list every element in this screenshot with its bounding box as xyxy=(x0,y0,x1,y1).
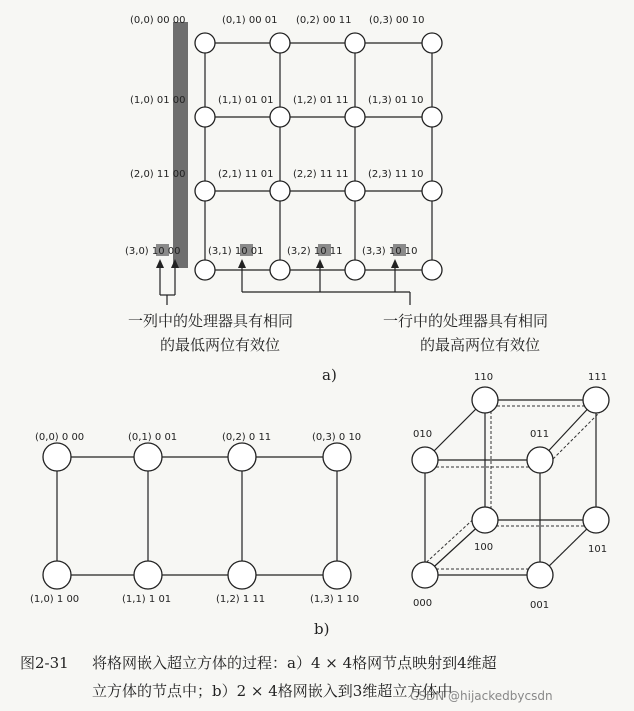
cube-node-011 xyxy=(527,447,553,473)
column-arrow-head-0 xyxy=(156,259,164,268)
note-right-line1: 一行中的处理器具有相同 xyxy=(383,312,549,330)
mesh2-label-0-1: (0,1) 0 01 xyxy=(128,432,178,443)
mesh-label-0-1: (0,1) 00 01 xyxy=(222,15,278,26)
mesh2-label-0-3: (0,3) 0 10 xyxy=(312,432,362,443)
mesh-4x4 xyxy=(125,15,442,280)
watermark: CSDN @hijackedbycsdn xyxy=(410,689,553,703)
mesh-node-1-1 xyxy=(270,107,290,127)
cube-node-000 xyxy=(412,562,438,588)
caption-number: 图2-31 xyxy=(20,654,69,672)
mesh2-label-1-0: (1,0) 1 00 xyxy=(30,594,80,605)
cube-node-110 xyxy=(472,387,498,413)
row-arrow-head-0 xyxy=(238,259,246,268)
cube-label-001: 001 xyxy=(530,600,550,611)
cube-label-010: 010 xyxy=(413,429,433,440)
cube-label-101: 101 xyxy=(588,544,608,555)
mesh2-label-1-3: (1,3) 1 10 xyxy=(310,594,360,605)
mesh-label-1-1: (1,1) 01 01 xyxy=(218,95,274,106)
mesh-node-2-1 xyxy=(270,181,290,201)
mesh-node-0-1 xyxy=(270,33,290,53)
mesh-label-0-0: (0,0) 00 00 xyxy=(130,15,186,26)
mesh2-node-1-2 xyxy=(228,561,256,589)
mesh-node-3-3 xyxy=(422,260,442,280)
cube-label-100: 100 xyxy=(474,542,494,553)
column-arrows xyxy=(156,259,179,305)
mesh2-label-1-1: (1,1) 1 01 xyxy=(122,594,172,605)
mesh2-label-0-0: (0,0) 0 00 xyxy=(35,432,85,443)
note-left-line1: 一列中的处理器具有相同 xyxy=(128,312,294,330)
mesh-node-3-2 xyxy=(345,260,365,280)
mesh-node-3-0 xyxy=(195,260,215,280)
cube-node-111 xyxy=(583,387,609,413)
mesh-label-0-3: (0,3) 00 10 xyxy=(369,15,425,26)
mesh-label-2-2: (2,2) 11 11 xyxy=(293,169,349,180)
mesh-label-3-3: (3,3) 10 10 xyxy=(362,246,418,257)
mesh-label-0-2: (0,2) 00 11 xyxy=(296,15,352,26)
row-arrow-head-2 xyxy=(391,259,399,268)
mesh-node-2-2 xyxy=(345,181,365,201)
mesh2-node-1-3 xyxy=(323,561,351,589)
cube-label-111: 111 xyxy=(588,372,608,383)
embed-path-7 xyxy=(419,514,479,569)
cube-node-100 xyxy=(472,507,498,533)
mesh2-label-0-2: (0,2) 0 11 xyxy=(222,432,272,443)
cube-node-101 xyxy=(583,507,609,533)
mesh-label-3-1: (3,1) 10 01 xyxy=(208,246,264,257)
cube-label-000: 000 xyxy=(413,598,433,609)
mesh2-node-0-2 xyxy=(228,443,256,471)
mesh-node-3-1 xyxy=(270,260,290,280)
note-right-line2: 的最高两位有效位 xyxy=(420,336,541,354)
sublabel-a: a) xyxy=(322,366,337,384)
caption-line1: 将格网嵌入超立方体的过程：a）4 × 4格网节点映射到4维超 xyxy=(92,654,497,672)
mesh-node-0-0 xyxy=(195,33,215,53)
mesh-label-2-0: (2,0) 11 00 xyxy=(130,169,186,180)
mesh-label-1-3: (1,3) 01 10 xyxy=(368,95,424,106)
mesh2-label-1-2: (1,2) 1 11 xyxy=(216,594,266,605)
sublabel-b: b) xyxy=(314,620,330,638)
mesh-label-2-3: (2,3) 11 10 xyxy=(368,169,424,180)
mesh-node-1-3 xyxy=(422,107,442,127)
note-left-line2: 的最低两位有效位 xyxy=(160,336,281,354)
caption-line2: 立方体的节点中；b）2 × 4格网嵌入到3维超立方体中 xyxy=(92,682,453,700)
mesh-node-0-3 xyxy=(422,33,442,53)
column-highlight-band xyxy=(173,22,188,268)
mesh-node-2-3 xyxy=(422,181,442,201)
mesh-label-3-0: (3,0) 10 00 xyxy=(125,246,181,257)
hypercube-3d xyxy=(412,372,609,611)
mesh-node-0-2 xyxy=(345,33,365,53)
cube-node-001 xyxy=(527,562,553,588)
row-arrow-head-1 xyxy=(316,259,324,268)
mesh-label-3-2: (3,2) 10 11 xyxy=(287,246,343,257)
row-arrows xyxy=(238,259,410,305)
mesh-label-1-2: (1,2) 01 11 xyxy=(293,95,349,106)
mesh2-node-0-0 xyxy=(43,443,71,471)
mesh-node-1-0 xyxy=(195,107,215,127)
embed-path-1 xyxy=(546,410,602,466)
mesh-2x4 xyxy=(30,432,361,605)
cube-label-011: 011 xyxy=(530,429,550,440)
mesh-label-1-0: (1,0) 01 00 xyxy=(130,95,186,106)
mesh2-node-0-1 xyxy=(134,443,162,471)
mesh-node-2-0 xyxy=(195,181,215,201)
mesh-node-1-2 xyxy=(345,107,365,127)
cube-node-010 xyxy=(412,447,438,473)
mesh2-node-1-1 xyxy=(134,561,162,589)
mesh-label-2-1: (2,1) 11 01 xyxy=(218,169,274,180)
cube-label-110: 110 xyxy=(474,372,494,383)
mesh2-node-0-3 xyxy=(323,443,351,471)
mesh2-node-1-0 xyxy=(43,561,71,589)
